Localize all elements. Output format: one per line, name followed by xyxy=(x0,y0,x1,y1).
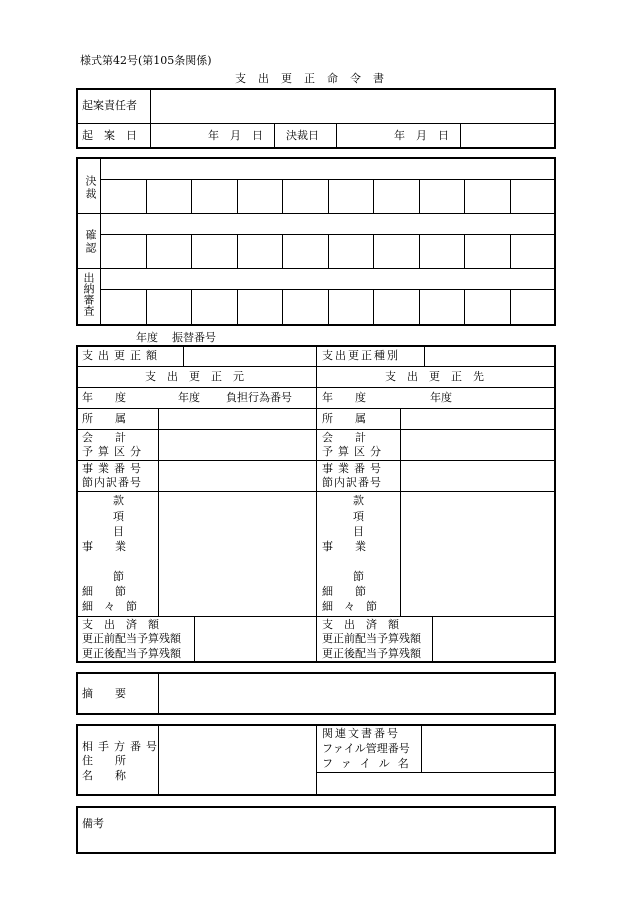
source-budget-item: 細 節 xyxy=(82,585,126,598)
divider xyxy=(77,213,555,214)
source-heading: 支 出 更 正 元 xyxy=(145,370,244,383)
stamp-cell[interactable] xyxy=(511,235,555,267)
stamp-cell[interactable] xyxy=(147,290,191,324)
page-title: 支出更正命令書 xyxy=(235,72,396,85)
summary-field[interactable] xyxy=(159,673,554,714)
dest-after-balance-label: 更正後配当予算残額 xyxy=(322,647,421,660)
source-budget-item: 節 xyxy=(113,570,124,583)
correction-amount-field[interactable] xyxy=(184,347,315,366)
divider xyxy=(432,616,433,662)
source-budget-item: 項 xyxy=(113,510,124,523)
treasury-label: 出納審査 xyxy=(82,272,95,316)
divider xyxy=(400,408,401,616)
remarks-label: 備考 xyxy=(82,817,104,830)
dest-budget-item: 項 xyxy=(353,510,364,523)
file-name-label: ファイル名 xyxy=(322,757,417,770)
transfer-number-label: 振替番号 xyxy=(172,331,216,344)
dest-budget-division-label: 予算区分 xyxy=(322,445,386,458)
stamp-cell[interactable] xyxy=(283,180,327,212)
source-after-balance-label: 更正後配当予算残額 xyxy=(82,647,181,660)
source-year-small: 年度 xyxy=(178,391,200,404)
dest-budget-item: 款 xyxy=(353,494,364,507)
stamp-cell[interactable] xyxy=(374,180,418,212)
dest-heading: 支 出 更 正 先 xyxy=(385,370,484,383)
stamp-cell[interactable] xyxy=(420,180,464,212)
dest-project-number-label: 事業番号 xyxy=(322,462,386,475)
stamp-cell[interactable] xyxy=(329,290,373,324)
dest-year-small: 年度 xyxy=(430,391,452,404)
dest-dept-field[interactable] xyxy=(401,409,554,429)
stamp-cell[interactable] xyxy=(329,235,373,267)
divider xyxy=(317,772,555,773)
divider xyxy=(194,616,195,662)
dest-budget-item: 細 々 節 xyxy=(322,600,377,613)
stamp-cell[interactable] xyxy=(147,235,191,267)
stamp-cell[interactable] xyxy=(101,290,145,324)
correction-type-label: 支出更正種別 xyxy=(322,349,400,362)
decision-date-field[interactable] xyxy=(337,124,459,148)
draft-date-label: 起 案 日 xyxy=(82,129,137,142)
stamp-cell[interactable] xyxy=(465,180,509,212)
source-budget-division-label: 予算区分 xyxy=(82,445,146,458)
stamp-cell[interactable] xyxy=(511,180,555,212)
divider xyxy=(77,268,555,269)
draft-date-ymd: 年 月 日 xyxy=(208,129,263,142)
divider xyxy=(316,725,317,795)
divider xyxy=(274,124,275,148)
party-number-label: 相手方番号 xyxy=(82,740,162,753)
source-budget-item: 事 業 xyxy=(82,540,126,553)
decision-date-ymd: 年 月 日 xyxy=(394,129,449,142)
divider xyxy=(460,124,461,148)
stamp-cell[interactable] xyxy=(238,235,282,267)
summary-label: 摘 要 xyxy=(82,687,126,700)
dest-budget-item: 事 業 xyxy=(322,540,366,553)
source-accounting-label: 会 計 xyxy=(82,431,126,444)
stamp-cell[interactable] xyxy=(374,290,418,324)
dest-paid-label: 支 出 済 額 xyxy=(322,618,399,631)
stamp-cell[interactable] xyxy=(283,235,327,267)
stamp-cell[interactable] xyxy=(192,180,236,212)
party-name-label: 名 称 xyxy=(82,769,126,782)
dest-budget-item: 節 xyxy=(353,570,364,583)
divider xyxy=(77,123,555,124)
stamp-cell[interactable] xyxy=(238,290,282,324)
stamp-cell[interactable] xyxy=(238,180,282,212)
confirm-label: 確認 xyxy=(84,229,97,255)
dest-accounting-label: 会 計 xyxy=(322,431,366,444)
source-budget-item: 目 xyxy=(113,525,124,538)
proposer-label: 起案責任者 xyxy=(82,99,137,112)
stamp-cell[interactable] xyxy=(374,235,418,267)
stamp-cell[interactable] xyxy=(465,235,509,267)
stamp-cell[interactable] xyxy=(147,180,191,212)
source-dept-field[interactable] xyxy=(159,409,315,429)
file-mgmt-label: ファイル管理番号 xyxy=(322,742,410,755)
dest-year-label: 年 度 xyxy=(322,391,366,404)
remarks-field[interactable] xyxy=(78,832,554,852)
dest-section-number-label: 節内訳番号 xyxy=(322,476,382,489)
stamp-cell[interactable] xyxy=(192,290,236,324)
dest-budget-item: 目 xyxy=(353,525,364,538)
party-field[interactable] xyxy=(159,725,315,795)
form-number: 様式第42号(第105条関係) xyxy=(80,54,212,67)
source-section-number-label: 節内訳番号 xyxy=(82,476,142,489)
source-year-label: 年 度 xyxy=(82,391,126,404)
stamp-cell[interactable] xyxy=(420,235,464,267)
burden-number-label: 負担行為番号 xyxy=(226,391,292,404)
stamp-cell[interactable] xyxy=(465,290,509,324)
source-project-number-label: 事業番号 xyxy=(82,462,146,475)
stamp-cell[interactable] xyxy=(192,235,236,267)
proposer-field[interactable] xyxy=(151,89,555,123)
stamp-cell[interactable] xyxy=(283,290,327,324)
dest-budget-item: 細 節 xyxy=(322,585,366,598)
dest-before-balance-label: 更正前配当予算残額 xyxy=(322,632,421,645)
decision-date-label: 決裁日 xyxy=(286,129,319,142)
source-before-balance-label: 更正前配当予算残額 xyxy=(82,632,181,645)
source-budget-item: 細 々 節 xyxy=(82,600,137,613)
correction-type-field[interactable] xyxy=(425,347,554,366)
decision-label: 決裁 xyxy=(84,175,97,201)
correction-amount-label: 支出更正額 xyxy=(82,349,162,362)
divider xyxy=(158,408,159,616)
source-paid-label: 支 出 済 額 xyxy=(82,618,159,631)
stamp-cell[interactable] xyxy=(101,235,145,267)
dest-dept-label: 所 属 xyxy=(322,412,366,425)
stamp-cell[interactable] xyxy=(511,290,555,324)
source-dept-label: 所 属 xyxy=(82,412,126,425)
source-budget-item: 款 xyxy=(113,494,124,507)
party-address-label: 住 所 xyxy=(82,754,126,767)
stamp-cell[interactable] xyxy=(101,180,145,212)
divider xyxy=(316,346,317,662)
related-doc-label: 関連文書番号 xyxy=(322,727,400,740)
draft-date-field[interactable] xyxy=(151,124,273,148)
stamp-cell[interactable] xyxy=(420,290,464,324)
related-doc-field[interactable] xyxy=(422,725,554,772)
stamp-cell[interactable] xyxy=(329,180,373,212)
transfer-year-label: 年度 xyxy=(136,331,158,344)
